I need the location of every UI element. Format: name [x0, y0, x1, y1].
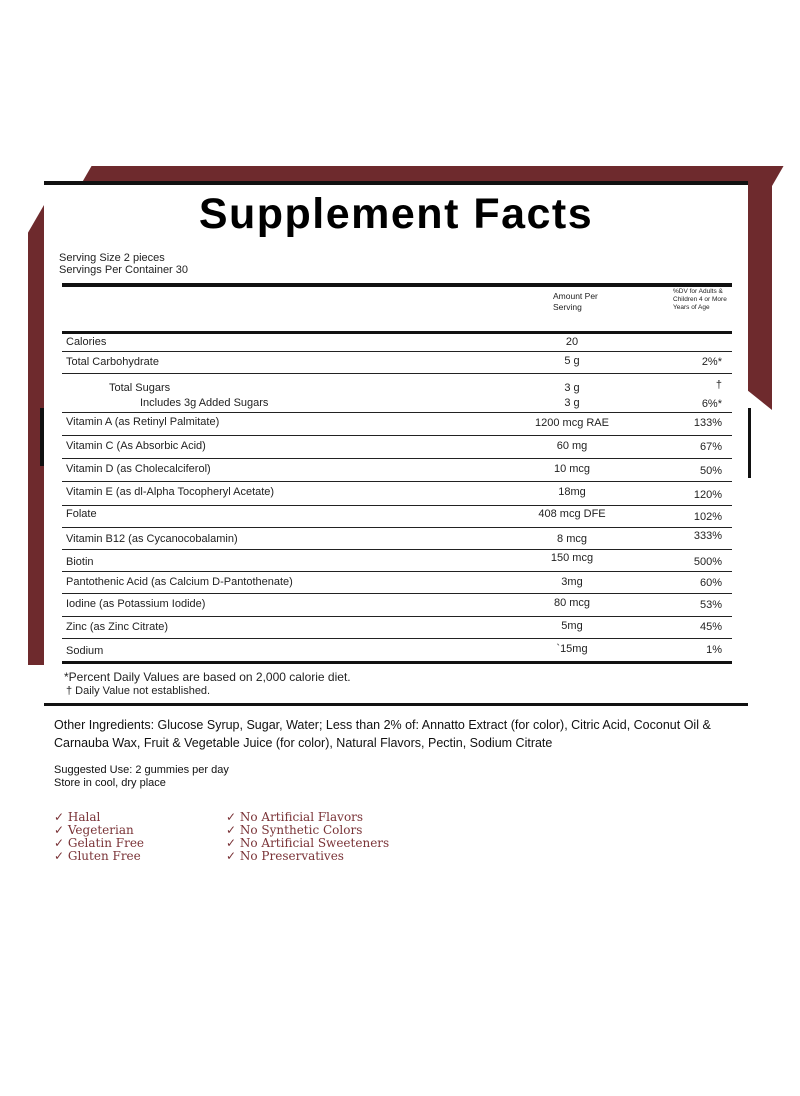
row-dv: † — [715, 379, 722, 391]
table-row — [62, 413, 732, 436]
table-row — [62, 459, 732, 482]
row-name: Vitamin A (as Retinyl Palmitate) — [66, 416, 220, 428]
page-title: Supplement Facts — [198, 190, 594, 238]
claims-list-left — [54, 811, 144, 863]
column-header-dv: %DV for Adults & Children 4 or More Years of Age — [673, 288, 727, 311]
suggested-use: Suggested Use: 2 gummies per day — [54, 764, 229, 776]
row-dv: 50% — [699, 465, 722, 477]
row-name: Total Sugars — [109, 382, 171, 394]
row-amount: 5mg — [561, 620, 583, 632]
table-row — [62, 617, 732, 639]
claim-item: ✓ Gelatin Free — [54, 836, 145, 850]
footnote-daily-values: *Percent Daily Values are based on 2,000 calorie diet. — [64, 670, 351, 684]
row-name: Sodium — [66, 645, 104, 657]
row-dv: 45% — [699, 621, 722, 633]
row-amount: 18mg — [558, 486, 586, 498]
row-amount: 150 mcg — [550, 552, 594, 564]
panel-bottom-rule — [44, 703, 748, 706]
row-name: Pantothenic Acid (as Calcium D-Pantothenate) — [66, 576, 293, 588]
claim-item: ✓ Halal — [54, 810, 101, 824]
row-amount: 8 mcg — [557, 533, 587, 545]
row-dv: 60% — [699, 577, 722, 589]
usage-info — [54, 764, 229, 790]
table-row — [62, 374, 732, 413]
row-name: Zinc (as Zinc Citrate) — [66, 621, 169, 633]
row-dv: 120% — [693, 489, 722, 501]
row-name: Biotin — [66, 556, 94, 568]
row-amount: 1200 mcg RAE — [535, 417, 609, 429]
claims-list-right — [226, 811, 389, 863]
row-amount: 5 g — [564, 355, 580, 367]
row-dv: 67% — [699, 441, 722, 453]
row-amount: 60 mg — [556, 440, 588, 452]
row-amount: 20 — [565, 336, 579, 348]
backdrop-band-right — [748, 170, 772, 410]
row-amount: 3mg — [561, 576, 583, 588]
row-dv: 53% — [699, 599, 722, 611]
row-dv: 133% — [693, 417, 722, 429]
servings-per-container: Servings Per Container 30 — [59, 264, 189, 276]
row-dv: 1% — [706, 644, 722, 656]
row-subname: Includes 3g Added Sugars — [140, 397, 269, 409]
row-dv: 500% — [693, 556, 722, 568]
claim-item: ✓ No Synthetic Colors — [226, 823, 363, 837]
row-subamount: 3 g — [564, 397, 580, 409]
panel-top-rule — [44, 181, 748, 185]
table-row — [62, 550, 732, 572]
row-name: Vitamin B12 (as Cycanocobalamin) — [66, 533, 238, 545]
header-thick-rule — [62, 283, 732, 287]
table-row — [62, 528, 732, 550]
row-name: Folate — [66, 508, 97, 520]
serving-info — [59, 252, 188, 276]
row-name: Vitamin C (As Absorbic Acid) — [66, 440, 206, 452]
claim-item: ✓ Vegeterian — [54, 823, 134, 837]
claim-item: ✓ Gluten Free — [54, 849, 141, 863]
table-row — [62, 506, 732, 528]
row-name: Calories — [66, 336, 107, 348]
row-name: Iodine (as Potassium Iodide) — [66, 598, 206, 610]
table-row — [62, 334, 732, 352]
table-row — [62, 482, 732, 506]
row-name: Total Carbohydrate — [66, 356, 159, 368]
row-amount: 408 mcg DFE — [538, 508, 606, 520]
row-amount: 3 g — [564, 382, 580, 394]
row-name: Vitamin D (as Cholecalciferol) — [66, 463, 211, 475]
table-row — [62, 594, 732, 617]
row-name: Vitamin E (as dl-Alpha Tocopheryl Acetate) — [66, 486, 275, 498]
other-ingredients: Other Ingredients: Glucose Syrup, Sugar, Water; Less than 2% of: Annatto Extract (for color), Citric Acid, Coconut Oil & Carnauba Wax, Fruit & Vegetable Juice (for color), Natural Flavors, Pectin, Sodium Citrate — [54, 718, 711, 750]
table-row — [62, 639, 732, 662]
footer-rule — [62, 661, 732, 664]
footnote-dagger: † Daily Value not established. — [66, 685, 211, 697]
claim-item: ✓ No Artificial Flavors — [226, 810, 364, 824]
storage-note: Store in cool, dry place — [54, 777, 166, 789]
row-dv: 333% — [693, 530, 722, 542]
row-dv: 102% — [693, 511, 722, 523]
row-subdv: 6%* — [701, 398, 722, 410]
claim-item: ✓ No Preservatives — [226, 849, 344, 863]
row-dv: 2%* — [701, 356, 722, 368]
table-row — [62, 352, 732, 374]
claim-item: ✓ No Artificial Sweeteners — [226, 836, 390, 850]
table-row — [62, 572, 732, 594]
column-header-amount: Amount Per Serving — [553, 291, 598, 312]
row-amount: 10 mcg — [553, 463, 591, 475]
table-row — [62, 436, 732, 459]
serving-size: Serving Size 2 pieces — [59, 252, 165, 264]
row-amount: 80 mcg — [553, 597, 591, 609]
facts-table — [62, 334, 732, 662]
row-amount: `15mg — [556, 643, 588, 655]
